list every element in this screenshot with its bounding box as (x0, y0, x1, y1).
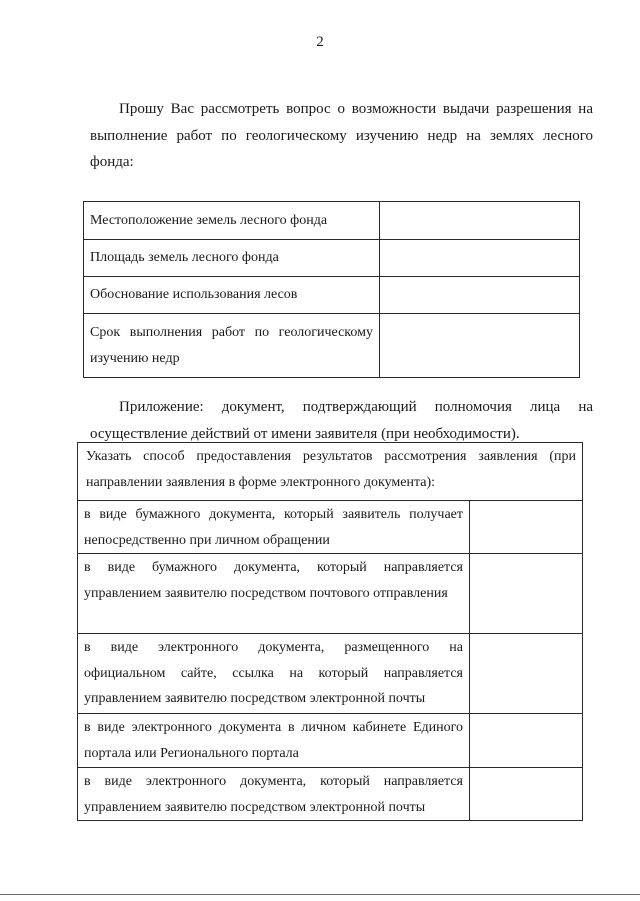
option-paper-by-post-checkbox[interactable] (470, 554, 583, 634)
option-electronic-portal-cabinet: в виде электронного документа в личном кабинете Единого портала или Регионального портала (78, 714, 470, 768)
table-row (78, 443, 583, 501)
option-electronic-website-link: в виде электронного документа, размещенного на официальном сайте, ссылка на который направляется управлением заявителю посредством электронной почты (78, 634, 470, 714)
table-row (84, 240, 580, 277)
appendix-paragraph: Приложение: документ, подтверждающий полномочия лица на осуществление действий от имени заявителя (при необходимости). (90, 399, 593, 442)
option-paper-in-person-checkbox[interactable] (470, 501, 583, 554)
option-electronic-email-checkbox[interactable] (470, 768, 583, 821)
delivery-method-header: Указать способ предоставления результатов рассмотрения заявления (при направлении заявления в форме электронного документа): (78, 443, 583, 501)
justification-value-cell[interactable] (380, 277, 580, 314)
area-label: Площадь земель лесного фонда (84, 240, 380, 277)
delivery-method-table (77, 442, 583, 821)
table-row (84, 277, 580, 314)
option-electronic-website-link-checkbox[interactable] (470, 634, 583, 714)
table-row (84, 314, 580, 378)
option-electronic-portal-cabinet-checkbox[interactable] (470, 714, 583, 768)
location-value-cell[interactable] (380, 202, 580, 240)
request-paragraph: Прошу Вас рассмотреть вопрос о возможности выдачи разрешения на выполнение работ по геологическому изучению недр на землях лесного фонда: (90, 101, 593, 170)
table-row (78, 768, 583, 821)
location-label: Местоположение земель лесного фонда (84, 202, 380, 240)
table-row (78, 634, 583, 714)
table-row (78, 714, 583, 768)
work-period-value-cell[interactable] (380, 314, 580, 378)
option-electronic-email: в виде электронного документа, который направляется управлением заявителю посредством электронной почты (78, 768, 470, 821)
bottom-divider (0, 894, 640, 895)
table-row (78, 554, 583, 634)
forest-land-table (83, 201, 580, 378)
area-value-cell[interactable] (380, 240, 580, 277)
table-row (84, 202, 580, 240)
option-paper-by-post: в виде бумажного документа, который направляется управлением заявителю посредством почтового отправления (78, 554, 470, 634)
page-number: 2 (316, 34, 324, 50)
justification-label: Обоснование использования лесов (84, 277, 380, 314)
table-row (78, 501, 583, 554)
work-period-label: Срок выполнения работ по геологическому изучению недр (84, 314, 380, 378)
option-paper-in-person: в виде бумажного документа, который заявитель получает непосредственно при личном обращении (78, 501, 470, 554)
